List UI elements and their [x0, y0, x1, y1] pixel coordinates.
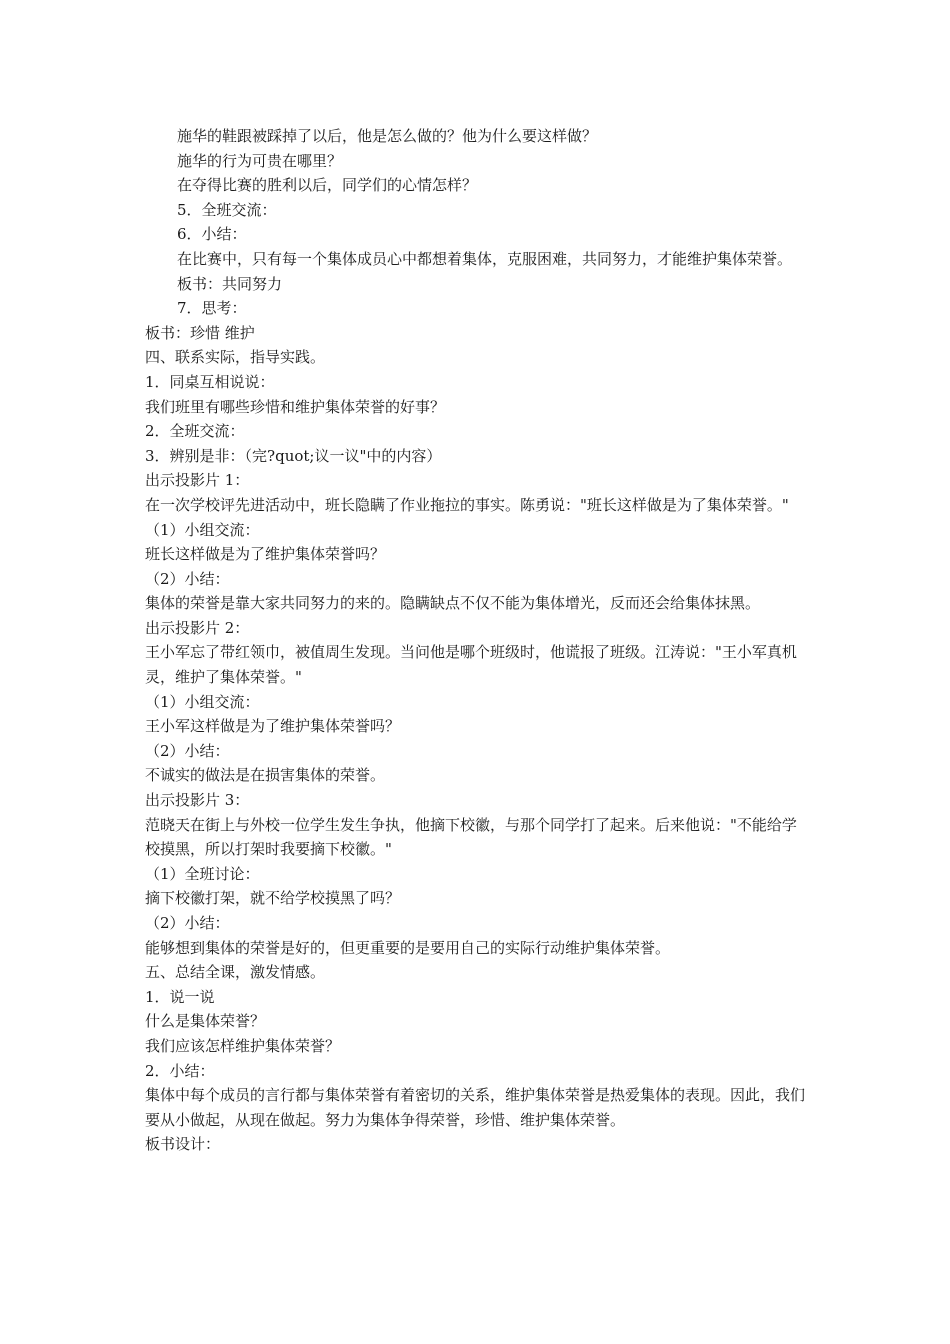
document-paragraph: 施华的行为可贵在哪里？ — [177, 151, 343, 170]
document-paragraph: 施华的鞋跟被踩掉了以后，他是怎么做的？他为什么要这样做？ — [177, 127, 598, 145]
document-paragraph: 板书设计： — [145, 1135, 221, 1154]
document-paragraph: 在比赛中，只有每一个集体成员心中都想着集体，克服困难，共同努力，才能维护集体荣誉。 — [177, 249, 793, 268]
document-paragraph: 五、总结全课，激发情感。 — [145, 963, 326, 982]
document-paragraph: （2）小结： — [145, 914, 230, 932]
document-paragraph: 王小军这样做是为了维护集体荣誉吗？ — [145, 717, 401, 736]
document-paragraph: 集体的荣誉是靠大家共同努力的来的。隐瞒缺点不仅不能为集体增光，反而还会给集体抹黑。 — [145, 594, 761, 613]
document-paragraph: 板书：珍惜 维护 — [145, 323, 255, 342]
document-paragraph: 2．全班交流： — [145, 422, 245, 441]
document-paragraph: 7．思考： — [177, 299, 247, 318]
document-paragraph: 范晓天在街上与外校一位学生发生争执，他摘下校徽，与那个同学打了起来。后来他说："不能给学校摸黑，所以打架时我要摘下校徽。" — [145, 815, 797, 859]
document-paragraph: 在一次学校评先进活动中，班长隐瞒了作业拖拉的事实。陈勇说："班长这样做是为了集体荣誉。" — [145, 495, 789, 514]
document-paragraph: 我们应该怎样维护集体荣誉？ — [145, 1036, 341, 1055]
document-paragraph: 板书：共同努力 — [177, 274, 283, 293]
document-paragraph: （1）小组交流： — [145, 520, 260, 539]
document-paragraph: 3．辨别是非：（完?quot;议一议"中的内容） — [145, 446, 442, 465]
document-paragraph: 摘下校徽打架，就不给学校摸黑了吗？ — [145, 889, 401, 908]
document-paragraph: 出示投影片 1： — [145, 471, 250, 490]
document-paragraph: 班长这样做是为了维护集体荣誉吗？ — [145, 545, 386, 564]
document-paragraph: 5．全班交流： — [177, 200, 277, 219]
document-paragraph: 集体中每个成员的言行都与集体荣誉有着密切的关系，维护集体荣誉是热爱集体的表现。因此，我们要从小做起，从现在做起。努力为集体争得荣誉，珍惜、维护集体荣誉。 — [145, 1086, 806, 1129]
document-paragraph: 2．小结： — [145, 1061, 215, 1080]
document-paragraph: 我们班里有哪些珍惜和维护集体荣誉的好事？ — [145, 397, 446, 416]
document-paragraph: 能够想到集体的荣誉是好的，但更重要的是要用自己的实际行动维护集体荣誉。 — [145, 938, 671, 957]
document-paragraph: （2）小结： — [145, 569, 230, 588]
document-paragraph: 1．说一说 — [145, 987, 215, 1006]
document-paragraph: 1．同桌互相说说： — [145, 372, 275, 391]
document-paragraph: 四、联系实际，指导实践。 — [145, 348, 326, 367]
document-paragraph: 在夺得比赛的胜利以后，同学们的心情怎样？ — [177, 176, 478, 195]
document-paragraph: （1）小组交流： — [145, 692, 260, 711]
document-paragraph: （1）全班讨论： — [145, 864, 260, 883]
document-paragraph: 不诚实的做法是在损害集体的荣誉。 — [145, 766, 386, 785]
document-paragraph: 什么是集体荣誉？ — [145, 1012, 266, 1031]
document-paragraph: 出示投影片 3： — [145, 791, 250, 810]
document-paragraph: （2）小结： — [145, 741, 230, 760]
document-paragraph: 出示投影片 2： — [145, 618, 250, 637]
document-paragraph: 6．小结： — [177, 225, 247, 244]
document-paragraph: 王小军忘了带红领巾，被值周生发现。当问他是哪个班级时，他谎报了班级。江涛说："王小军真机灵，维护了集体荣誉。" — [145, 643, 797, 687]
document-page — [145, 124, 810, 1157]
